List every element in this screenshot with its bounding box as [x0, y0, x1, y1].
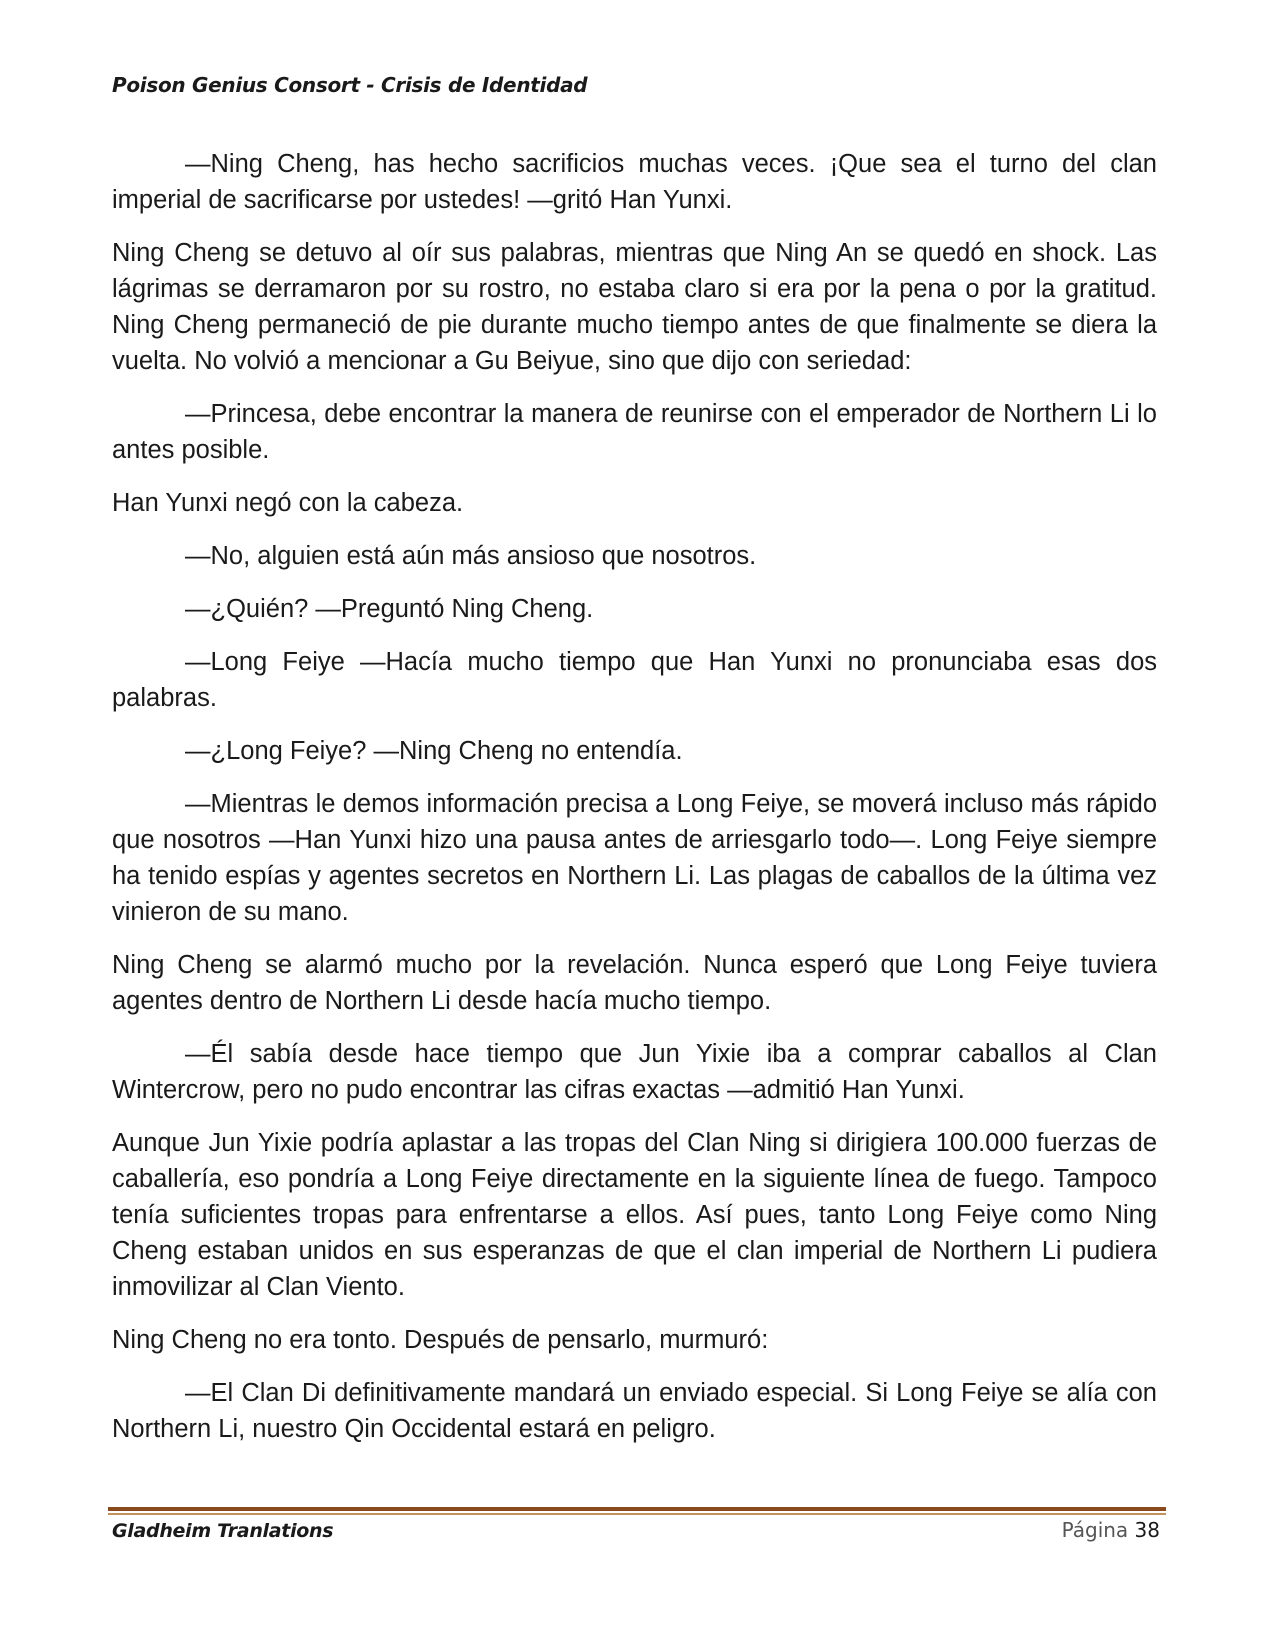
paragraph-6: —¿Quién? —Preguntó Ning Cheng.	[185, 595, 594, 623]
page-header-title: Poison Genius Consort - Crisis de Identidad	[112, 73, 588, 97]
footer-divider	[108, 1507, 1166, 1515]
paragraph-11: —Él sabía desde hace tiempo que Jun Yixie iba a comprar caballos al Clan Wintercrow, pero no pudo encontrar las cifras exactas —admitió Han Yunxi.	[112, 1040, 1157, 1104]
paragraph-7: —Long Feiye —Hacía mucho tiempo que Han Yunxi no pronunciaba esas dos palabras.	[112, 648, 1157, 712]
paragraph-10: Ning Cheng se alarmó mucho por la revelación. Nunca esperó que Long Feiye tuviera agentes dentro de Northern Li desde hacía mucho tiempo.	[112, 951, 1157, 1015]
page-number: 38	[1134, 1518, 1160, 1542]
paragraph-13: Ning Cheng no era tonto. Después de pensarlo, murmuró:	[112, 1326, 769, 1354]
paragraph-8: —¿Long Feiye? —Ning Cheng no entendía.	[185, 737, 683, 765]
footer-publisher: Gladheim Tranlations	[112, 1520, 334, 1542]
paragraph-4: Han Yunxi negó con la cabeza.	[112, 489, 464, 517]
paragraph-1: —Ning Cheng, has hecho sacrificios muchas veces. ¡Que sea el turno del clan imperial de sacrificarse por ustedes! —gritó Han Yunxi.	[112, 150, 1157, 214]
page-number-block	[1062, 1518, 1160, 1542]
page-body	[112, 146, 1157, 1464]
paragraph-2: Ning Cheng se detuvo al oír sus palabras, mientras que Ning An se quedó en shock. Las lágrimas se derramaron por su rostro, no estaba claro si era por la pena o por la gratitud. Ning Cheng permaneció de pie durante mucho tiempo antes de que finalmente se diera la vuelta. No volvió a mencionar a Gu Beiyue, sino que dijo con seriedad:	[112, 239, 1157, 375]
paragraph-5: —No, alguien está aún más ansioso que nosotros.	[185, 542, 757, 570]
paragraph-9: —Mientras le demos información precisa a Long Feiye, se moverá incluso más rápido que nosotros —Han Yunxi hizo una pausa antes de arriesgarlo todo—. Long Feiye siempre ha tenido espías y agentes secretos en Northern Li. Las plagas de caballos de la última vez vinieron de su mano.	[112, 790, 1157, 926]
paragraph-3: —Princesa, debe encontrar la manera de reunirse con el emperador de Northern Li lo antes posible.	[112, 400, 1157, 464]
page-label: Página	[1061, 1518, 1129, 1542]
paragraph-14: —El Clan Di definitivamente mandará un enviado especial. Si Long Feiye se alía con Northern Li, nuestro Qin Occidental estará en peligro.	[112, 1379, 1157, 1443]
paragraph-12: Aunque Jun Yixie podría aplastar a las tropas del Clan Ning si dirigiera 100.000 fuerzas de caballería, eso pondría a Long Feiye directamente en la siguiente línea de fuego. Tampoco tenía suficientes tropas para enfrentarse a ellos. Así pues, tanto Long Feiye como Ning Cheng estaban unidos en sus esperanzas de que el clan imperial de Northern Li pudiera inmovilizar al Clan Viento.	[112, 1129, 1157, 1301]
